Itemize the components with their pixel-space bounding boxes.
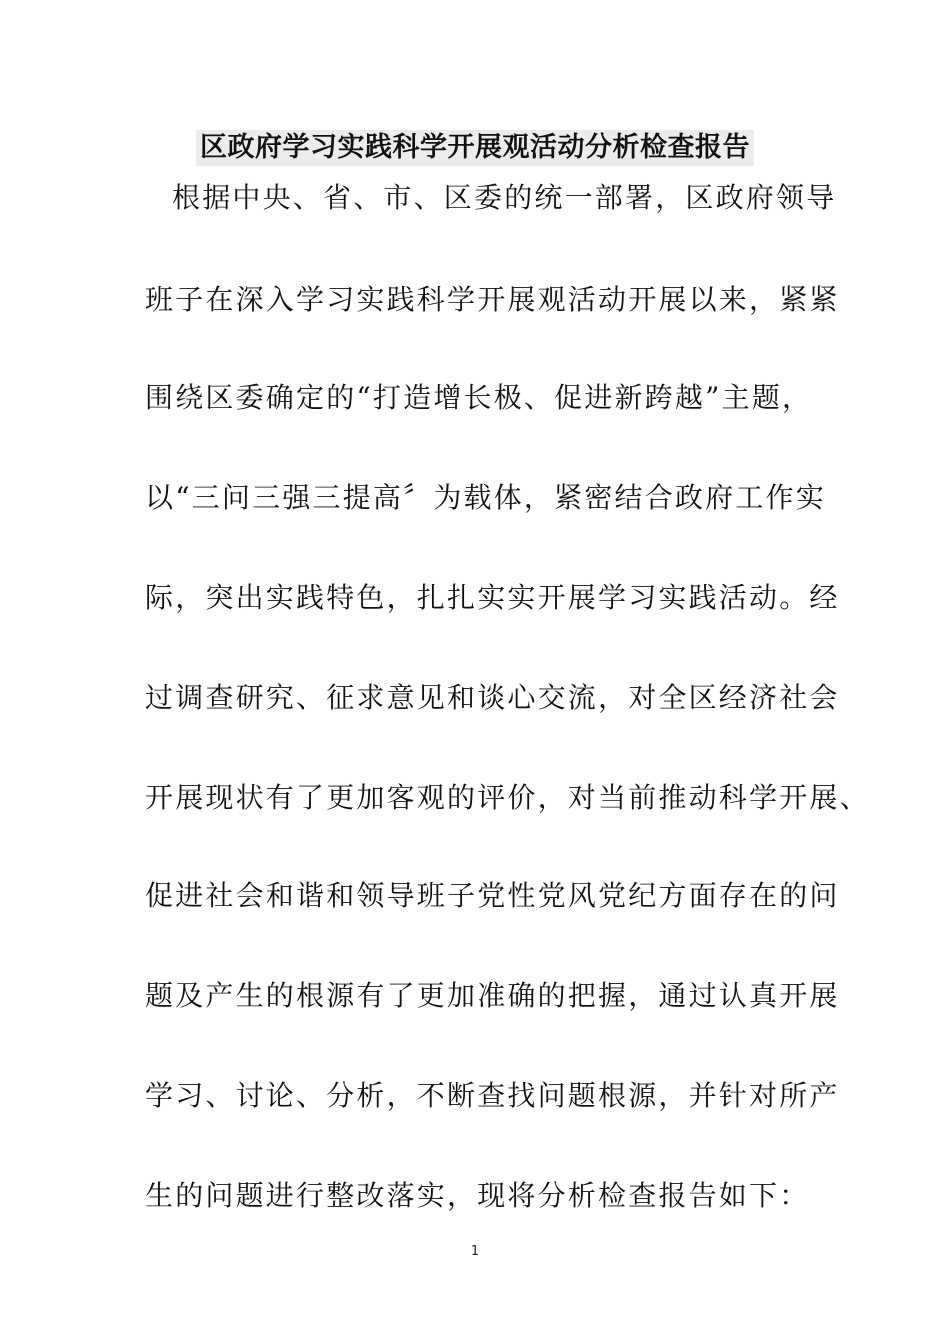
paragraph-line: 开展现状有了更加客观的评价，对当前推动科学开展、 <box>145 781 870 814</box>
paragraph-line: 学习、讨论、分析，不断查找问题根源，并针对所产 <box>145 1079 840 1112</box>
paragraph-line: 过调查研究、征求意见和谈心交流，对全区经济社会 <box>145 681 840 714</box>
paragraph-line: 根据中央、省、市、区委的统一部署，区政府领导 <box>172 181 837 214</box>
paragraph-line: 以“三问三强三提高〞为载体，紧密结合政府工作实 <box>145 481 826 514</box>
paragraph-line: 促进社会和谐和领导班子党性党风党纪方面存在的问 <box>145 879 840 912</box>
paragraph-line: 题及产生的根源有了更加准确的把握，通过认真开展 <box>145 979 840 1012</box>
paragraph-line: 围绕区委确定的“打造增长极、促进新跨越”主题， <box>145 381 813 414</box>
document-title-wrapper <box>0 130 950 170</box>
paragraph-line: 际，突出实践特色，扎扎实实开展学习实践活动。经 <box>145 581 840 614</box>
paragraph-line: 生的问题进行整改落实，现将分析检查报告如下： <box>145 1179 810 1212</box>
document-title: 区政府学习实践科学开展观活动分析检查报告 <box>196 130 754 166</box>
paragraph-line: 班子在深入学习实践科学开展观活动开展以来，紧紧 <box>145 283 840 316</box>
page-number: 1 <box>470 1244 480 1259</box>
